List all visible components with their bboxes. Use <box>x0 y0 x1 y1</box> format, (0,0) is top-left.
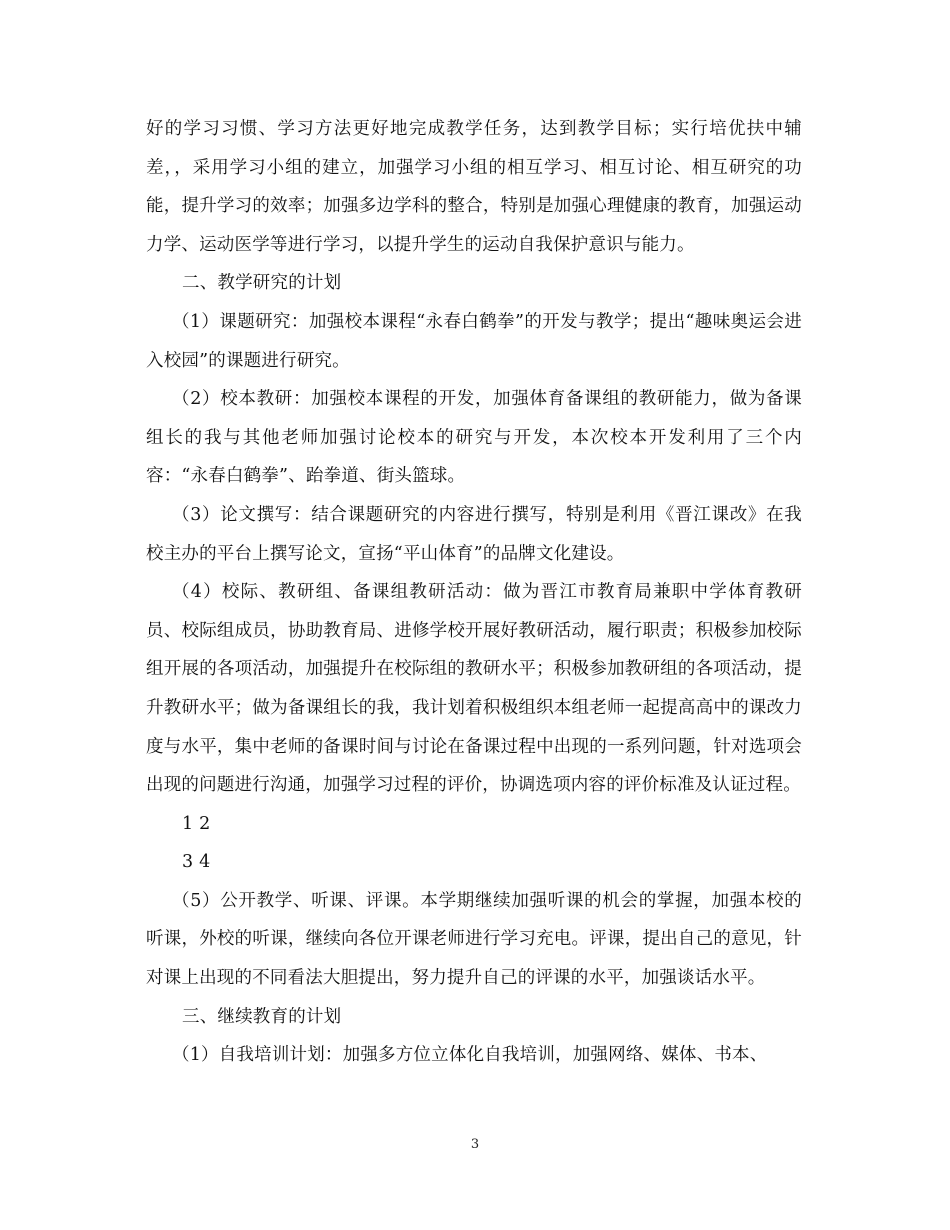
paragraph-paper-writing: （3）论文撰写：结合课题研究的内容进行撰写，特别是利用《晋江课改》在我校主办的平台上撰写论文，宣扬“平山体育”的品牌文化建设。 <box>146 504 802 564</box>
document-body <box>146 110 802 1075</box>
section-heading-continuing-education: 三、继续教育的计划 <box>182 1006 342 1027</box>
paragraph-continuation: 好的学习习惯、学习方法更好地完成教学任务，达到教学目标；实行培优扶中辅差，，采用学习小组的建立，加强学习小组的相互学习、相互讨论、相互研究的功能，提升学习的效率；加强多边学科的整合，特别是加强心理健康的教育，加强运动力学、运动医学等进行学习，以提升学生的运动自我保护意识与能力。 <box>146 119 802 255</box>
paragraph-open-teaching: （5）公开教学、听课、评课。本学期继续加强听课的机会的掌握，加强本校的听课，外校的听课，继续向各位开课老师进行学习充电。评课，提出自己的意见，针对课上出现的不同看法大胆提出，努力提升自己的评课的水平，加强谈话水平。 <box>146 890 802 989</box>
paragraph-topic-research: （1）课题研究：加强校本课程“永春白鹤拳”的开发与教学；提出“趣味奥运会进入校园”的课题进行研究。 <box>146 311 802 371</box>
paragraph-page-marker-2: 3 4 <box>182 852 211 873</box>
paragraph-self-training: （1）自我培训计划：加强多方位立体化自我培训，加强网络、媒体、书本、 <box>172 1045 768 1066</box>
section-heading-teaching-research: 二、教学研究的计划 <box>182 273 342 294</box>
paragraph-school-research: （2）校本教研：加强校本课程的开发，加强体育备课组的教研能力，做为备课组长的我与其他老师加强讨论校本的研究与开发，本次校本开发利用了三个内容：“永春白鹤拳”、跆拳道、街头篮球。 <box>146 389 802 487</box>
paragraph-research-activities: （4）校际、教研组、备课组教研活动：做为晋江市教育局兼职中学体育教研员、校际组成员，协助教育局、进修学校开展好教研活动，履行职责；积极参加校际组开展的各项活动，加强提升在校际组的教研水平；积极参加教研组的各项活动，提升教研水平；做为备课组长的我，我计划着积极组织本组老师一起提高高中的课改力度与水平，集中老师的备课时间与讨论在备课过程中出现的一系列问题，针对选项会出现的问题进行沟通，加强学习过程的评价，协调选项内容的评价标准及认证过程。 <box>146 582 802 796</box>
page-number: 3 <box>470 1137 480 1152</box>
paragraph-page-marker-1: 1 2 <box>182 813 211 834</box>
